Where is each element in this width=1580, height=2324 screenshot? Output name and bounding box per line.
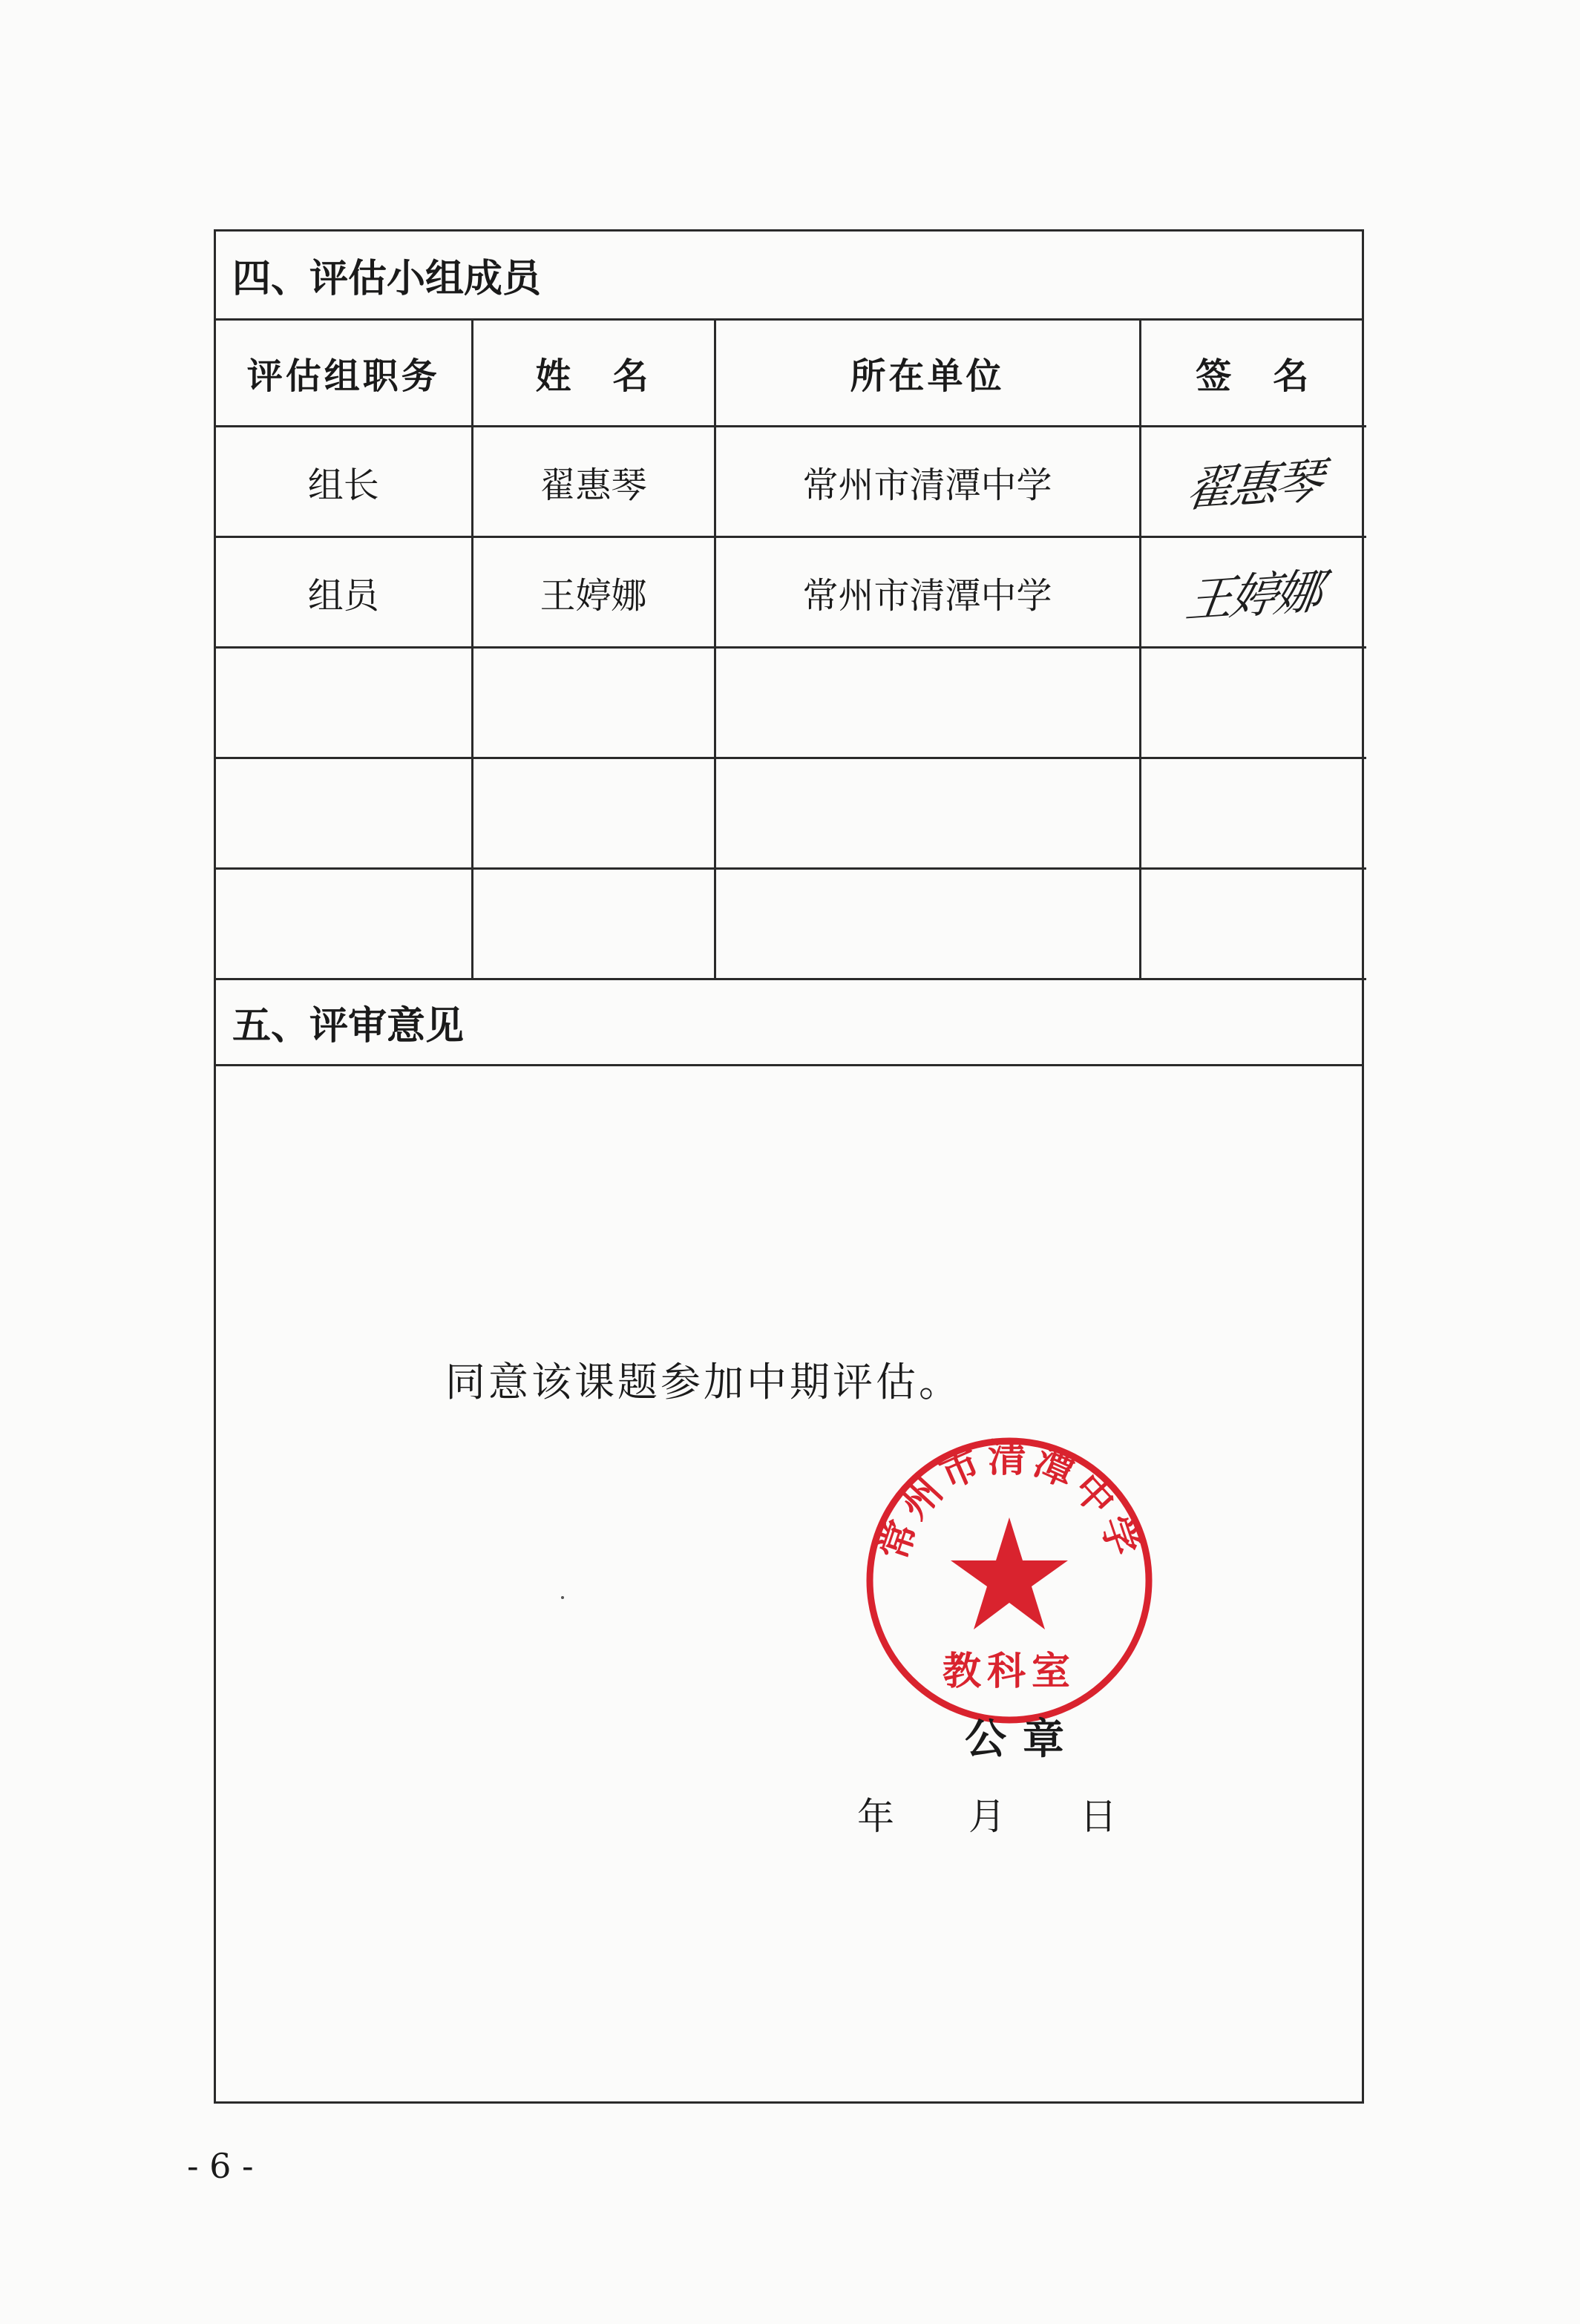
role-cell — [216, 758, 472, 869]
page-number: - 6 - — [187, 2146, 254, 2186]
handwritten-signature: 王婷娜 — [1182, 564, 1324, 629]
col-header-name: 姓 名 — [472, 321, 715, 427]
table-row — [216, 537, 1366, 648]
col-header-role: 评估组职务 — [216, 321, 472, 427]
signature-cell — [1140, 427, 1366, 537]
col-header-unit: 所在单位 — [715, 321, 1140, 427]
speck — [561, 1596, 564, 1599]
name-cell: 王婷娜 — [472, 537, 715, 648]
section-5-title: 五、评审意见 — [216, 978, 1362, 1066]
role-cell: 组员 — [216, 537, 472, 648]
unit-cell — [715, 648, 1140, 758]
name-cell — [472, 758, 715, 869]
signature-cell — [1140, 648, 1366, 758]
date-line — [857, 1787, 1117, 1840]
date-month: 月 — [968, 1795, 1006, 1838]
name-cell: 翟惠琴 — [472, 427, 715, 537]
table-row — [216, 427, 1366, 537]
table-row — [216, 758, 1366, 869]
unit-cell: 常州市清潭中学 — [715, 537, 1140, 648]
date-year: 年 — [857, 1795, 894, 1838]
signature-cell — [1140, 869, 1366, 979]
table-row — [216, 648, 1366, 758]
seal-star-icon — [951, 1517, 1068, 1629]
role-cell — [216, 648, 472, 758]
role-cell — [216, 869, 472, 979]
section-4-title: 四、评估小组成员 — [216, 232, 1362, 321]
review-opinion: 同意该课题参加中期评估。 — [445, 1359, 962, 1405]
unit-cell: 常州市清潭中学 — [715, 427, 1140, 537]
name-cell — [472, 869, 715, 979]
unit-cell — [715, 758, 1140, 869]
seal-outer-text: 常州市清潭中学 — [871, 1437, 1148, 1566]
table-header-row — [216, 321, 1366, 427]
name-cell — [472, 648, 715, 758]
table-row — [216, 869, 1366, 979]
handwritten-signature: 翟惠琴 — [1182, 453, 1324, 519]
col-header-signature: 签 名 — [1140, 321, 1366, 427]
date-day: 日 — [1080, 1795, 1117, 1838]
signature-cell — [1140, 758, 1366, 869]
members-table — [216, 321, 1366, 980]
seal-inner-text: 教科室 — [942, 1650, 1077, 1694]
unit-cell — [715, 869, 1140, 979]
signature-cell — [1140, 537, 1366, 648]
seal-label: 公章 — [965, 1716, 1081, 1764]
form-frame — [214, 229, 1364, 2104]
official-seal-icon — [857, 1428, 1161, 1733]
role-cell: 组长 — [216, 427, 472, 537]
